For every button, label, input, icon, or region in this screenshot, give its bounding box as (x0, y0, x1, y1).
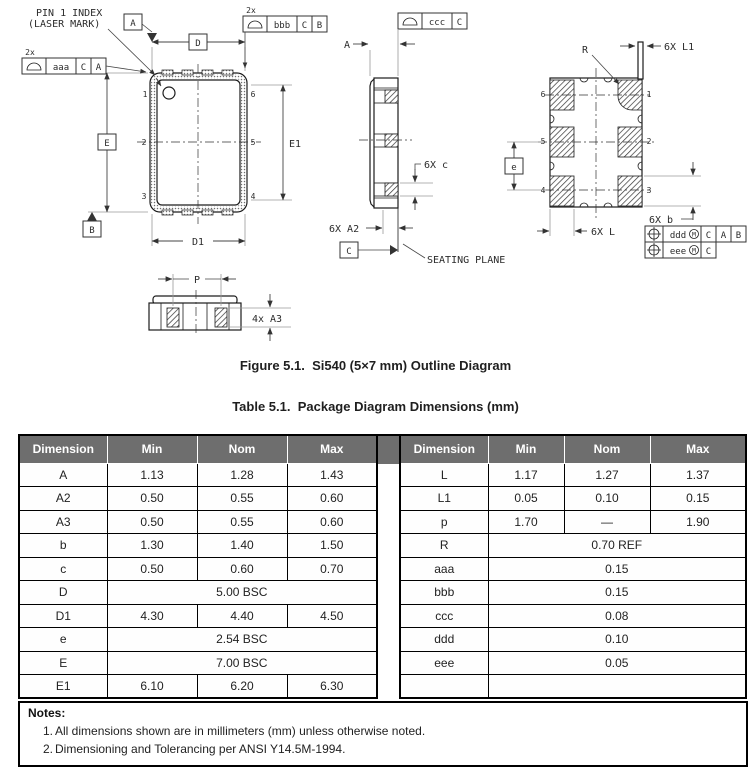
fcf-eee-ref1: C (705, 247, 712, 257)
dim-r-label: R (581, 45, 589, 56)
table-caption: Table 5.1. Package Diagram Dimensions (mm) (232, 399, 519, 414)
dimension-cell: L1 (400, 487, 488, 511)
fcf-ddd (645, 226, 746, 242)
table-row (19, 581, 377, 605)
note-item-2 (28, 742, 738, 756)
dimension-cell: e (19, 628, 107, 652)
fcf-aaa-ref2: A (95, 63, 102, 73)
fcf-ddd-ref2: A (720, 231, 727, 241)
fcf-eee (645, 242, 716, 258)
dim-4x-a3-label: 4x A3 (251, 314, 283, 325)
fcf-ddd-tol: ddd (669, 231, 687, 241)
min-cell: 1.13 (107, 463, 197, 487)
dim-a-label: A (343, 40, 351, 51)
table-row (19, 534, 377, 558)
table-row (400, 581, 746, 605)
span-cell: 0.08 (488, 604, 746, 628)
nom-cell: 1.28 (197, 463, 287, 487)
span-cell (488, 675, 746, 699)
header-row (400, 435, 746, 463)
span-cell: 0.70 REF (488, 534, 746, 558)
top-view (22, 8, 301, 248)
dimension-cell: D1 (19, 604, 107, 628)
pin-number-5: 5 (250, 138, 256, 147)
fcf-eee-mmc: M (692, 246, 696, 255)
header-max: Max (650, 435, 746, 463)
dimension-cell: bbb (400, 581, 488, 605)
nom-cell: 1.27 (564, 463, 650, 487)
fcf-eee-tol: eee (669, 247, 687, 257)
min-cell: 1.30 (107, 534, 197, 558)
fcf-bbb-ref2: B (316, 21, 323, 31)
pin-number-4: 4 (250, 192, 256, 201)
table-row (19, 628, 377, 652)
notes-title: Notes: (28, 706, 66, 720)
fcf-ccc-ref1: C (456, 18, 463, 28)
qty-2x-label: 2x (25, 48, 35, 57)
dimension-cell: ccc (400, 604, 488, 628)
min-cell: 0.05 (488, 487, 564, 511)
min-cell: 0.50 (107, 557, 197, 581)
dim-6x-b-label: 6X b (649, 215, 674, 226)
max-cell: 1.50 (287, 534, 377, 558)
profile-view (149, 272, 291, 341)
fcf-ccc (398, 13, 467, 29)
nom-cell: — (564, 510, 650, 534)
fcf-aaa (22, 58, 146, 74)
note-item-1 (28, 724, 738, 738)
dim-e1-label: E1 (289, 139, 302, 150)
header-dimension: Dimension (19, 435, 107, 463)
nom-cell: 4.40 (197, 604, 287, 628)
datum-a-label: A (130, 19, 136, 29)
pin-number-1: 1 (142, 90, 148, 99)
pad-number-6: 6 (540, 90, 546, 99)
note-number: 2. (43, 742, 54, 756)
dim-6x-l-label: 6X L (591, 227, 616, 238)
table-row (400, 534, 746, 558)
span-cell: 0.15 (488, 581, 746, 605)
table-row (400, 675, 746, 699)
fcf-bbb (243, 16, 327, 68)
dimension-cell: b (19, 534, 107, 558)
max-cell: 6.30 (287, 675, 377, 699)
dimension-cell: A2 (19, 487, 107, 511)
pad-3 (618, 176, 642, 206)
max-cell: 4.50 (287, 604, 377, 628)
nom-cell: 0.55 (197, 510, 287, 534)
dim-e-label: E (104, 139, 110, 149)
nom-cell: 0.10 (564, 487, 650, 511)
pad-number-1: 1 (646, 90, 652, 99)
dim-e-small-label: e (511, 163, 517, 173)
table-divider (378, 434, 399, 699)
table-row (400, 628, 746, 652)
header-row (19, 435, 377, 463)
max-cell: 0.60 (287, 510, 377, 534)
nom-cell: 0.60 (197, 557, 287, 581)
table-row (400, 557, 746, 581)
table-row (19, 510, 377, 534)
dimension-cell: E1 (19, 675, 107, 699)
note-number: 1. (43, 724, 54, 738)
table-row (19, 675, 377, 699)
min-cell: 6.10 (107, 675, 197, 699)
nom-cell: 6.20 (197, 675, 287, 699)
table-row (19, 557, 377, 581)
fcf-ccc-tol: ccc (428, 18, 446, 28)
dim-6x-a2-label: 6X A2 (329, 224, 360, 235)
dimension-cell: ddd (400, 628, 488, 652)
pad-number-2: 2 (646, 137, 652, 146)
span-cell: 5.00 BSC (107, 581, 377, 605)
fcf-ddd-mmc: M (692, 230, 696, 239)
fcf-ddd-ref3: B (735, 231, 742, 241)
table-row (400, 510, 746, 534)
dim-6x-c-label: 6X c (424, 160, 449, 171)
min-cell: 4.30 (107, 604, 197, 628)
datum-b-label: B (89, 226, 95, 236)
span-cell: 2.54 BSC (107, 628, 377, 652)
fcf-bbb-tol: bbb (273, 21, 291, 31)
pad-number-5: 5 (540, 137, 546, 146)
table-row (19, 463, 377, 487)
divider-header-block (378, 434, 399, 464)
nom-cell: 0.55 (197, 487, 287, 511)
fcf-aaa-tol: aaa (52, 63, 70, 73)
notes-box (18, 701, 748, 767)
pin1-index-label-line2: (LASER MARK) (28, 19, 101, 30)
side-view (243, 6, 505, 266)
table-row (400, 651, 746, 675)
figure-caption: Figure 5.1. Si540 (5×7 mm) Outline Diagram (239, 358, 512, 373)
note-text: All dimensions shown are in millimeters (mm) unless otherwise noted. (55, 724, 426, 738)
max-cell: 1.37 (650, 463, 746, 487)
table-row (19, 604, 377, 628)
min-cell: 1.70 (488, 510, 564, 534)
dimensions-tables (18, 434, 751, 699)
dimensions-table-left (18, 434, 378, 699)
table-row (400, 487, 746, 511)
dimension-cell: eee (400, 651, 488, 675)
dimension-cell: E (19, 651, 107, 675)
header-min: Min (107, 435, 197, 463)
pad-4 (550, 176, 574, 206)
dimensions-table-right (399, 434, 747, 699)
nom-cell: 1.40 (197, 534, 287, 558)
header-nom: Nom (564, 435, 650, 463)
dim-d-label: D (195, 39, 201, 49)
dimension-cell: D (19, 581, 107, 605)
dimension-cell (400, 675, 488, 699)
dimension-cell: R (400, 534, 488, 558)
max-cell: 1.90 (650, 510, 746, 534)
qty-2x-label-2: 2x (246, 6, 256, 15)
pad-number-3: 3 (646, 186, 652, 195)
span-cell: 7.00 BSC (107, 651, 377, 675)
max-cell: 0.15 (650, 487, 746, 511)
dimension-cell: A (19, 463, 107, 487)
min-cell: 0.50 (107, 487, 197, 511)
max-cell: 0.70 (287, 557, 377, 581)
pin-number-3: 3 (141, 192, 147, 201)
fcf-ddd-ref1: C (705, 231, 712, 241)
table-row (19, 651, 377, 675)
span-cell: 0.05 (488, 651, 746, 675)
table-row (400, 604, 746, 628)
dimension-cell: c (19, 557, 107, 581)
dimension-cell: aaa (400, 557, 488, 581)
max-cell: 0.60 (287, 487, 377, 511)
span-cell: 0.10 (488, 628, 746, 652)
pad-number-4: 4 (540, 186, 546, 195)
header-nom: Nom (197, 435, 287, 463)
pin-number-6: 6 (250, 90, 256, 99)
dim-6x-l1-label: 6X L1 (664, 42, 695, 53)
table-row (400, 463, 746, 487)
header-min: Min (488, 435, 564, 463)
fcf-aaa-ref1: C (80, 63, 87, 73)
min-cell: 0.50 (107, 510, 197, 534)
pin-number-2: 2 (141, 138, 147, 147)
castellation-l1 (638, 42, 643, 79)
min-cell: 1.17 (488, 463, 564, 487)
table-row (19, 487, 377, 511)
dim-d1-label: D1 (191, 237, 205, 248)
dimension-cell: p (400, 510, 488, 534)
header-max: Max (287, 435, 377, 463)
seating-plane-label: SEATING PLANE (427, 255, 506, 266)
dim-p-label: P (193, 275, 201, 286)
header-dimension: Dimension (400, 435, 488, 463)
dimension-cell: L (400, 463, 488, 487)
max-cell: 1.43 (287, 463, 377, 487)
note-text: Dimensioning and Tolerancing per ANSI Y14.5M-1994. (55, 742, 346, 756)
fcf-bbb-ref1: C (301, 21, 308, 31)
land-view (505, 42, 746, 258)
pin1-index-label-line1: PIN 1 INDEX (36, 8, 103, 19)
outline-diagram (0, 0, 751, 348)
span-cell: 0.15 (488, 557, 746, 581)
datum-c-label: C (346, 247, 352, 257)
dimension-cell: A3 (19, 510, 107, 534)
